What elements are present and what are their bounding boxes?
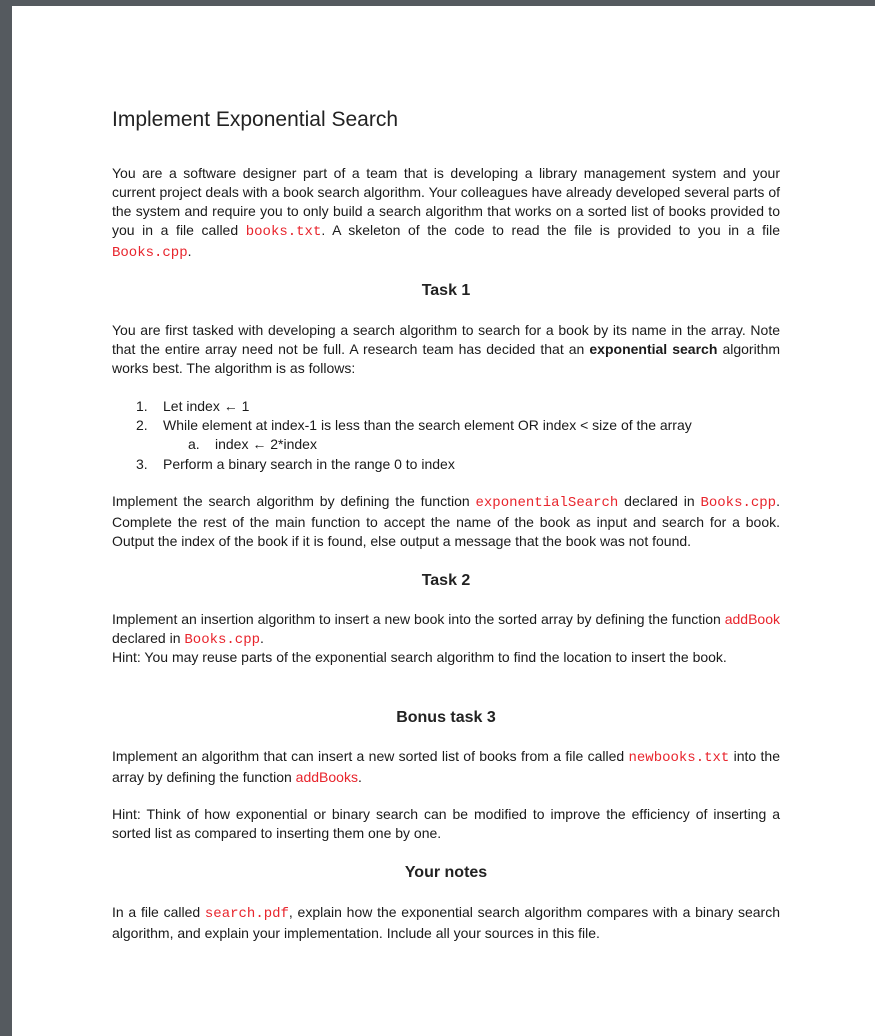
step-number: 3.: [136, 456, 148, 472]
task1-text-1: You are first tasked with developing a search algorithm to search for a book by its name in the array. Note that the entire array need not be full. A research team has decided that an: [112, 322, 780, 357]
substep-letter: a.: [188, 436, 200, 452]
task2-text-2: declared in: [112, 630, 185, 646]
task1-text-4: declared in: [618, 493, 701, 509]
list-item: [112, 397, 780, 416]
task1-text-3: Implement the search algorithm by defining the function: [112, 493, 476, 509]
notes-heading: Your notes: [404, 864, 488, 881]
task3-text-1: Implement an algorithm that can insert a new sorted list of books from a file called: [112, 748, 629, 764]
intro-text-3: .: [187, 243, 192, 259]
page-title: Implement Exponential Search: [112, 108, 398, 131]
step-text: Let index ← 1: [163, 398, 250, 414]
task1-paragraph-2: [112, 492, 780, 551]
step-number: 1.: [136, 398, 148, 414]
intro-text-2: . A skeleton of the code to read the file is provided to you in a file: [321, 222, 780, 238]
task3-text-2: into the array by defining the function: [112, 748, 780, 785]
task1-text-5: . Complete the rest of the main function to accept the name of the book as input and search for a book. Output the index of the book if it is found, else output a message that the book was not found.: [112, 493, 780, 549]
task1-bold-term: exponential search: [589, 341, 718, 357]
function-exponential-search: exponentialSearch: [475, 495, 619, 511]
notes-text-2: , explain how the exponential search algorithm compares with a binary search algorithm, and explain your implementation. Include all your sources in this file.: [112, 904, 780, 941]
intro-text-1: You are a software designer part of a team that is developing a library management system and your current project deals with a book search algorithm. Your colleagues have already developed several parts of the system and require you to only build a search algorithm that works on a sorted list of books provided to you in a file called: [112, 165, 780, 238]
task1-heading: Task 1: [421, 282, 471, 299]
task2-hint: Hint: You may reuse parts of the exponential search algorithm to find the location to insert the book.: [112, 649, 727, 665]
step-text: While element at index-1 is less than the search element OR index < size of the array: [163, 417, 692, 433]
intro-paragraph: [112, 164, 780, 263]
function-add-books: addBooks: [295, 769, 358, 785]
list-item: [112, 416, 780, 435]
task1-text-2: algorithm works best. The algorithm is as follows:: [112, 341, 781, 376]
task3-paragraph: [112, 747, 780, 787]
notes-paragraph: [112, 903, 780, 943]
filename-newbooks-txt: newbooks.txt: [628, 750, 730, 766]
filename-search-pdf: search.pdf: [204, 906, 289, 922]
task2-paragraph: [112, 610, 780, 650]
function-add-book: addBook: [724, 611, 780, 627]
task2-text-3: .: [260, 630, 264, 646]
substep-text: index ← 2*index: [215, 436, 317, 452]
document-page: [12, 6, 875, 1036]
task3-text-3: .: [357, 769, 362, 785]
task2-text-1: Implement an insertion algorithm to insert a new book into the sorted array by defining the function: [112, 611, 725, 627]
task1-paragraph-1: [112, 321, 780, 378]
notes-text-1: In a file called: [112, 904, 205, 920]
filename-books-txt: books.txt: [245, 224, 322, 240]
task3-heading: Bonus task 3: [396, 709, 496, 726]
filename-books-cpp: Books.cpp: [112, 245, 188, 261]
task2-heading: Task 2: [421, 572, 471, 589]
algorithm-steps: [112, 397, 780, 474]
step-number: 2.: [136, 417, 148, 433]
filename-books-cpp: Books.cpp: [184, 632, 261, 648]
task3-hint: Hint: Think of how exponential or binary search can be modified to improve the efficiency of inserting a sorted list as compared to inserting them one by one.: [112, 806, 780, 841]
list-item: [112, 455, 780, 474]
list-item: [112, 435, 780, 454]
step-text: Perform a binary search in the range 0 to index: [163, 456, 455, 472]
filename-books-cpp: Books.cpp: [700, 495, 777, 511]
